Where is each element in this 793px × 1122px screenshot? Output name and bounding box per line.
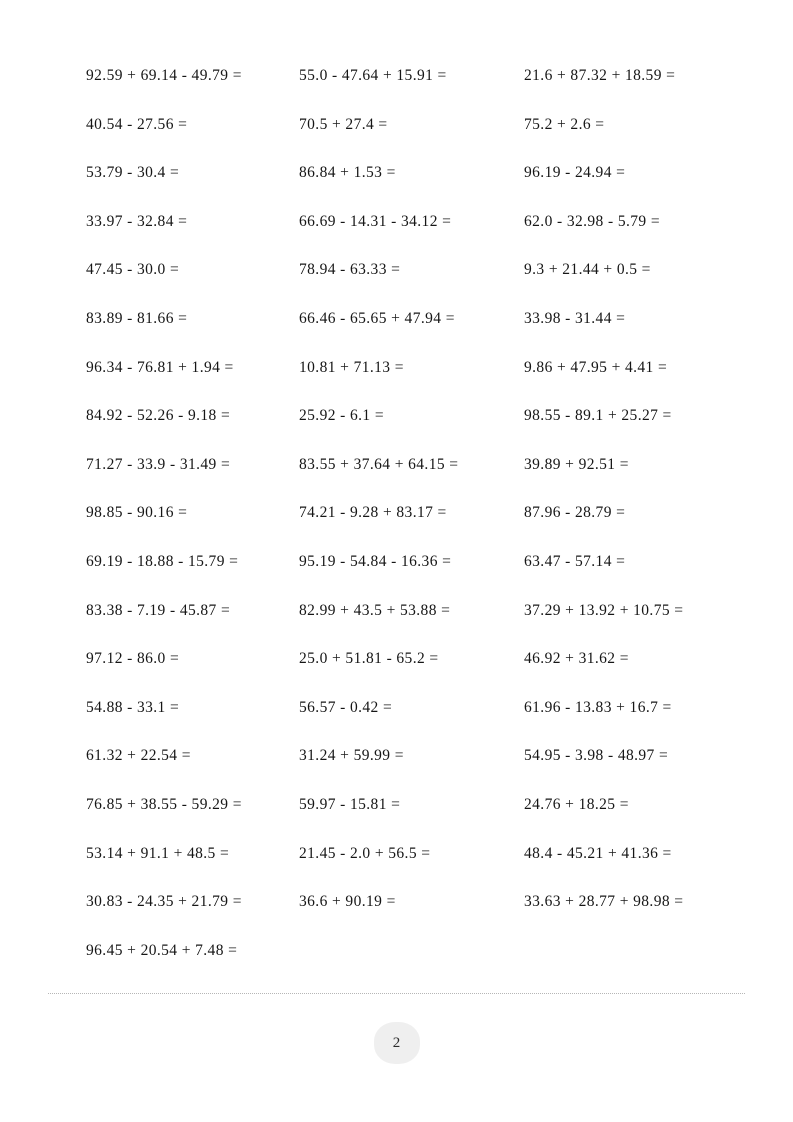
- problem-item: 61.32 + 22.54 =: [86, 747, 191, 765]
- problem-item: 71.27 - 33.9 - 31.49 =: [86, 455, 231, 473]
- problem-item: 21.45 - 2.0 + 56.5 =: [299, 844, 431, 862]
- problem-item: 53.14 + 91.1 + 48.5 =: [86, 844, 230, 862]
- problem-item: 98.85 - 90.16 =: [86, 504, 188, 522]
- problem-item: 92.59 + 69.14 - 49.79 =: [86, 67, 242, 84]
- problem-item: 76.85 + 38.55 - 59.29 =: [86, 795, 242, 813]
- problem-item: 82.99 + 43.5 + 53.88 =: [299, 601, 451, 619]
- problem-item: 69.19 - 18.88 - 15.79 =: [86, 552, 239, 570]
- problem-column-1: [48, 52, 273, 975]
- problem-column-2: [273, 52, 498, 975]
- problem-item: 31.24 + 59.99 =: [299, 747, 404, 765]
- problem-item: 10.81 + 71.13 =: [299, 358, 404, 376]
- problem-item: 9.3 + 21.44 + 0.5 =: [524, 261, 651, 279]
- problem-item: 96.19 - 24.94 =: [524, 164, 626, 182]
- problem-item: 78.94 - 63.33 =: [299, 261, 401, 279]
- problem-item: 40.54 - 27.56 =: [86, 115, 188, 133]
- problem-item: 86.84 + 1.53 =: [299, 164, 396, 182]
- problem-item: 54.88 - 33.1 =: [86, 698, 180, 716]
- problem-item: 87.96 - 28.79 =: [524, 504, 626, 522]
- problem-item: 75.2 + 2.6 =: [524, 115, 605, 133]
- problem-item: 83.89 - 81.66 =: [86, 309, 188, 327]
- problem-column-3: [498, 52, 723, 975]
- problem-item: 97.12 - 86.0 =: [86, 650, 180, 668]
- problem-item: 56.57 - 0.42 =: [299, 698, 393, 716]
- problem-item: 25.92 - 6.1 =: [299, 407, 384, 425]
- problem-item: 84.92 - 52.26 - 9.18 =: [86, 407, 231, 425]
- problem-item: 33.97 - 32.84 =: [86, 212, 188, 230]
- problem-item: 33.63 + 28.77 + 98.98 =: [524, 893, 684, 911]
- problem-item: 70.5 + 27.4 =: [299, 115, 388, 133]
- problem-grid: [48, 52, 745, 975]
- problem-item: 74.21 - 9.28 + 83.17 =: [299, 504, 447, 522]
- problem-item: 9.86 + 47.95 + 4.41 =: [524, 358, 668, 376]
- problem-item: 30.83 - 24.35 + 21.79 =: [86, 893, 242, 911]
- problem-item: 98.55 - 89.1 + 25.27 =: [524, 407, 672, 425]
- problem-item: 55.0 - 47.64 + 15.91 =: [299, 67, 447, 84]
- problem-item: 54.95 - 3.98 - 48.97 =: [524, 747, 669, 765]
- problem-item: 24.76 + 18.25 =: [524, 795, 629, 813]
- problem-item: 95.19 - 54.84 - 16.36 =: [299, 552, 452, 570]
- footer-divider: [48, 993, 745, 994]
- problem-item: 96.34 - 76.81 + 1.94 =: [86, 358, 234, 376]
- page-number: 2: [374, 1022, 420, 1064]
- problem-item: 83.38 - 7.19 - 45.87 =: [86, 601, 231, 619]
- problem-item: 47.45 - 30.0 =: [86, 261, 180, 279]
- problem-item: 62.0 - 32.98 - 5.79 =: [524, 212, 660, 230]
- problem-item: 36.6 + 90.19 =: [299, 893, 396, 911]
- problem-item: 37.29 + 13.92 + 10.75 =: [524, 601, 684, 619]
- problem-item: 25.0 + 51.81 - 65.2 =: [299, 650, 439, 668]
- problem-item: 83.55 + 37.64 + 64.15 =: [299, 455, 459, 473]
- problem-item: [498, 927, 723, 976]
- problem-item: 66.69 - 14.31 - 34.12 =: [299, 212, 452, 230]
- problem-item: [273, 927, 498, 976]
- problem-item: 46.92 + 31.62 =: [524, 650, 629, 668]
- problem-item: 48.4 - 45.21 + 41.36 =: [524, 844, 672, 862]
- problem-item: 39.89 + 92.51 =: [524, 455, 629, 473]
- problem-item: 66.46 - 65.65 + 47.94 =: [299, 309, 455, 327]
- problem-item: 21.6 + 87.32 + 18.59 =: [524, 67, 676, 84]
- problem-item: 96.45 + 20.54 + 7.48 =: [86, 941, 238, 959]
- problem-item: 61.96 - 13.83 + 16.7 =: [524, 698, 672, 716]
- problem-item: 63.47 - 57.14 =: [524, 552, 626, 570]
- problem-item: 33.98 - 31.44 =: [524, 309, 626, 327]
- page-number-container: [0, 1022, 793, 1064]
- problem-item: 53.79 - 30.4 =: [86, 164, 180, 182]
- problem-item: 59.97 - 15.81 =: [299, 795, 401, 813]
